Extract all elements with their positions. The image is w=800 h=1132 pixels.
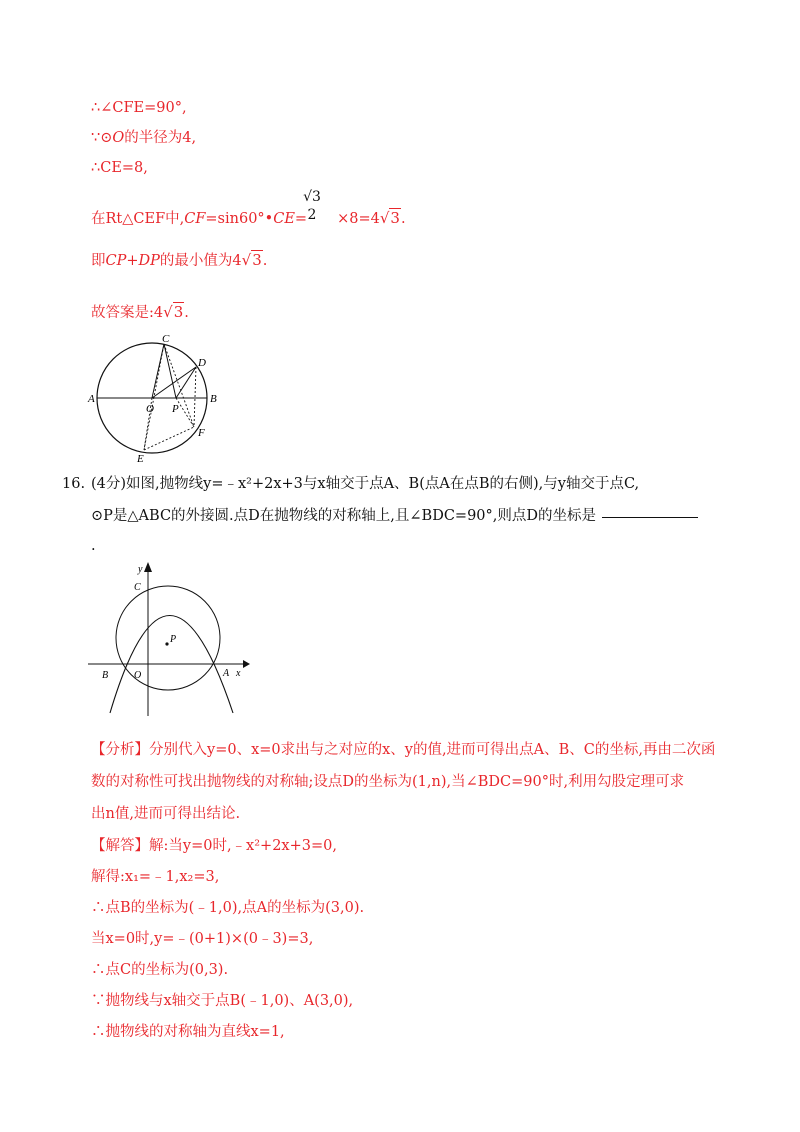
fraction-sqrt3-over-2: √3 2: [303, 189, 321, 223]
solution-line-5: ∴点C的坐标为(0,3).: [91, 962, 229, 978]
question-line-1: (4分)如图,抛物线y=﹣x²+2x+3与x轴交于点A、B(点A在点B的右侧),与y轴交于点C,: [91, 476, 640, 492]
circle-figure: [86, 330, 226, 470]
answer-blank[interactable]: [602, 517, 698, 518]
question-line-2: ⊙P是△ABC的外接圆.点D在抛物线的对称轴上,且∠BDC=90°,则点D的坐标是: [91, 506, 698, 526]
label-x: x: [236, 668, 241, 679]
line-min-value: 即CP+DP的最小值为4√3.: [91, 251, 268, 269]
sqrt-three: √3: [379, 209, 400, 227]
parabola-figure: [88, 558, 258, 718]
solution-line-2: 解得:x₁=﹣1,x₂=3,: [91, 869, 220, 885]
analysis-line-2: 数的对称性可找出抛物线的对称轴;设点D的坐标为(1,n),当∠BDC=90°时,利用勾股定理可求: [91, 774, 685, 790]
solution-line-7: ∴抛物线的对称轴为直线x=1,: [91, 1024, 285, 1040]
label-f: F: [198, 427, 205, 439]
label-p: P: [172, 403, 179, 415]
label-o2: O: [134, 670, 142, 681]
question-number: 16.: [62, 476, 86, 492]
solution-line-1: 【解答】解:当y=0时,﹣x²+2x+3=0,: [91, 838, 337, 854]
line-cfe-right-angle: ∴∠CFE=90°,: [91, 100, 187, 116]
label-b: B: [210, 393, 217, 405]
solution-line-6: ∵抛物线与x轴交于点B(﹣1,0)、A(3,0),: [91, 993, 354, 1009]
label-e: E: [137, 453, 144, 465]
label-d: D: [198, 357, 206, 369]
line-radius: ∵⊙O的半径为4,: [91, 130, 197, 146]
question-line-3: .: [91, 538, 96, 554]
sqrt-three: √3: [163, 303, 184, 321]
solution-line-4: 当x=0时,y=﹣(0+1)×(0﹣3)=3,: [91, 931, 314, 947]
label-c2: C: [134, 582, 141, 593]
line-ce-length: ∴CE=8,: [91, 160, 148, 176]
label-a: A: [88, 393, 95, 405]
line-answer: 故答案是:4√3.: [91, 303, 189, 321]
sqrt-three: √3: [241, 251, 262, 269]
label-y: y: [138, 564, 143, 575]
label-b2: B: [102, 670, 109, 681]
solution-line-3: ∴点B的坐标为(﹣1,0),点A的坐标为(3,0).: [91, 900, 365, 916]
label-c: C: [162, 333, 170, 345]
label-a2: A: [223, 668, 230, 679]
label-o: O: [146, 403, 154, 415]
analysis-line-3: 出n值,进而可得出结论.: [91, 806, 241, 822]
label-p2: P: [170, 634, 177, 645]
line-cf-computation: 在Rt△CEF中,CF=sin60°•CE= ×8=4√3.: [91, 209, 406, 227]
analysis-line-1: 【分析】分别代入y=0、x=0求出与之对应的x、y的值,进而可得出点A、B、C的坐标,再由二次函: [91, 742, 716, 758]
